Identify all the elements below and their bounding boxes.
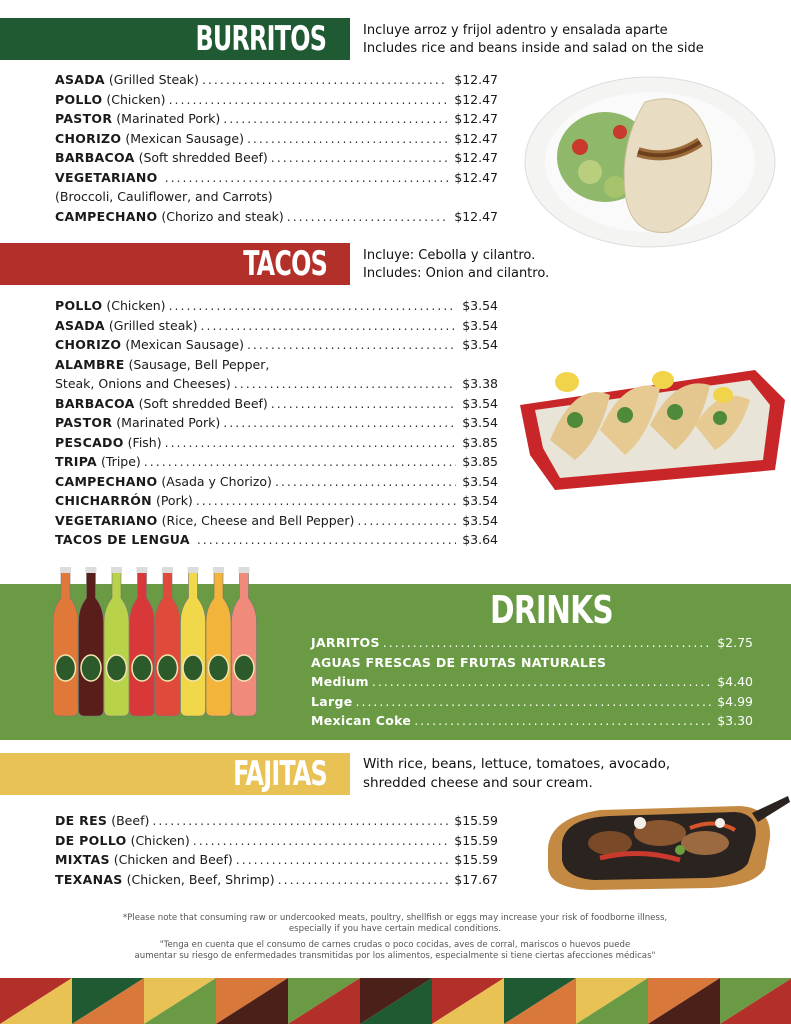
- menu-item: DE RES (Beef) ..... $15.59: [55, 813, 498, 833]
- bottle-cap: [162, 567, 173, 573]
- fajitas-title: FAJITAS: [232, 754, 327, 794]
- burrito-plate-image: [520, 62, 780, 262]
- bottle-shape: [181, 570, 206, 716]
- menu-item: AGUAS FRESCAS DE FRUTAS NATURALES: [311, 654, 607, 670]
- menu-item: BARBACOA (Soft shredded Beef) ..... $3.54: [55, 396, 498, 416]
- burritos-subtitle: Incluye arroz y frijol adentro y ensalada aparte Includes rice and beans inside and salad on the side: [363, 23, 704, 56]
- menu-item: BARBACOA (Soft shredded Beef) ..... $12.47: [55, 150, 498, 170]
- bottle-shape: [155, 570, 180, 716]
- bottle-shape: [53, 570, 78, 716]
- menu-item: Mexican Coke ..... $3.30: [311, 713, 753, 733]
- fajita-skillet-image: [540, 788, 791, 893]
- menu-item: Medium ..... $4.40: [311, 674, 753, 694]
- menu-item: POLLO (Chicken) ..... $12.47: [55, 92, 498, 112]
- menu-item: TRIPA (Tripe) ..... $3.85: [55, 454, 498, 474]
- menu-item: PASTOR (Marinated Pork) ..... $3.54: [55, 415, 498, 435]
- drinks-menu: [311, 635, 753, 733]
- menu-item: VEGETARIANO ..... $12.47: [55, 170, 498, 190]
- burritos-banner: [0, 18, 350, 60]
- menu-item: CAMPECHANO (Asada y Chorizo) ..... $3.54: [55, 474, 498, 494]
- menu-item: CHORIZO (Mexican Sausage) ..... $12.47: [55, 131, 498, 151]
- bottle-label: [183, 655, 203, 681]
- bottle-cap: [213, 567, 224, 573]
- menu-item-continued: Steak, Onions and Cheeses) ..... $3.38: [55, 376, 498, 396]
- bottle-label: [132, 655, 152, 681]
- menu-item: CAMPECHANO (Chorizo and steak) ..... $12.47: [55, 209, 498, 229]
- bottle-label: [209, 655, 229, 681]
- burritos-title: BURRITOS: [195, 19, 327, 59]
- bottle-label: [81, 655, 101, 681]
- menu-item: POLLO (Chicken) ..... $3.54: [55, 298, 498, 318]
- menu-item: JARRITOS ..... $2.75: [311, 635, 753, 655]
- menu-item: ALAMBRE (Sausage, Bell Pepper,: [55, 356, 270, 372]
- menu-item: TEXANAS (Chicken, Beef, Shrimp) ..... $17.67: [55, 872, 498, 892]
- bottle-shape: [79, 570, 104, 716]
- bottle-cap: [111, 567, 122, 573]
- drinks-title: DRINKS: [490, 588, 613, 632]
- bottle-cap: [188, 567, 199, 573]
- jarritos-bottles-image: [48, 566, 266, 718]
- vegetariano-note: (Broccoli, Cauliflower, and Carrots): [55, 189, 273, 204]
- bottle-cap: [239, 567, 250, 573]
- menu-item: CHICHARRÓN (Pork) ..... $3.54: [55, 493, 498, 513]
- tacos-banner: [0, 243, 350, 285]
- bottle-shape: [232, 570, 257, 716]
- tacos-menu: [55, 298, 498, 552]
- bottle-label: [158, 655, 178, 681]
- decorative-triangle-stripe: [0, 978, 791, 1024]
- fajitas-menu: [55, 813, 498, 891]
- menu-item: ASADA (Grilled Steak) ..... $12.47: [55, 72, 498, 92]
- menu-item: MIXTAS (Chicken and Beef) ..... $15.59: [55, 852, 498, 872]
- fajitas-subtitle: With rice, beans, lettuce, tomatoes, avocado, shredded cheese and sour cream.: [363, 756, 671, 791]
- bottle-shape: [206, 570, 231, 716]
- bottle-cap: [137, 567, 148, 573]
- tacos-basket-image: [515, 360, 787, 495]
- bottle-label: [234, 655, 254, 681]
- menu-item: DE POLLO (Chicken) ..... $15.59: [55, 833, 498, 853]
- bottle-label: [107, 655, 127, 681]
- fajitas-banner: [0, 753, 350, 795]
- menu-item: Large ..... $4.99: [311, 694, 753, 714]
- health-notice-en: *Please note that consuming raw or undercooked meats, poultry, shellfish or eggs may increase your risk of foodborne illness, especially if you have certain medical conditions.: [122, 913, 668, 934]
- bottle-shape: [130, 570, 155, 716]
- tacos-subtitle: Incluye: Cebolla y cilantro. Includes: Onion and cilantro.: [363, 248, 550, 281]
- menu-item: ASADA (Grilled steak) ..... $3.54: [55, 318, 498, 338]
- menu-item: VEGETARIANO (Rice, Cheese and Bell Pepper) ..... $3.54: [55, 513, 498, 533]
- menu-item: CHORIZO (Mexican Sausage) ..... $3.54: [55, 337, 498, 357]
- menu-item: PASTOR (Marinated Pork) ..... $12.47: [55, 111, 498, 131]
- bottle-cap: [60, 567, 71, 573]
- burritos-menu: [55, 72, 498, 228]
- menu-item: TACOS DE LENGUA ..... $3.64: [55, 532, 498, 552]
- bottle-cap: [86, 567, 97, 573]
- health-notice-es: "Tenga en cuenta que el consumo de carnes crudas o poco cocidas, aves de corral, mariscos o huevos puede aumentar su riesgo de enfermedades transmitidas por los alimentos, especialmente si tiene ciertas afecciones médicas": [134, 940, 656, 961]
- bottle-label: [56, 655, 76, 681]
- menu-item: PESCADO (Fish) ..... $3.85: [55, 435, 498, 455]
- bottle-shape: [104, 570, 129, 716]
- tacos-title: TACOS: [242, 244, 327, 284]
